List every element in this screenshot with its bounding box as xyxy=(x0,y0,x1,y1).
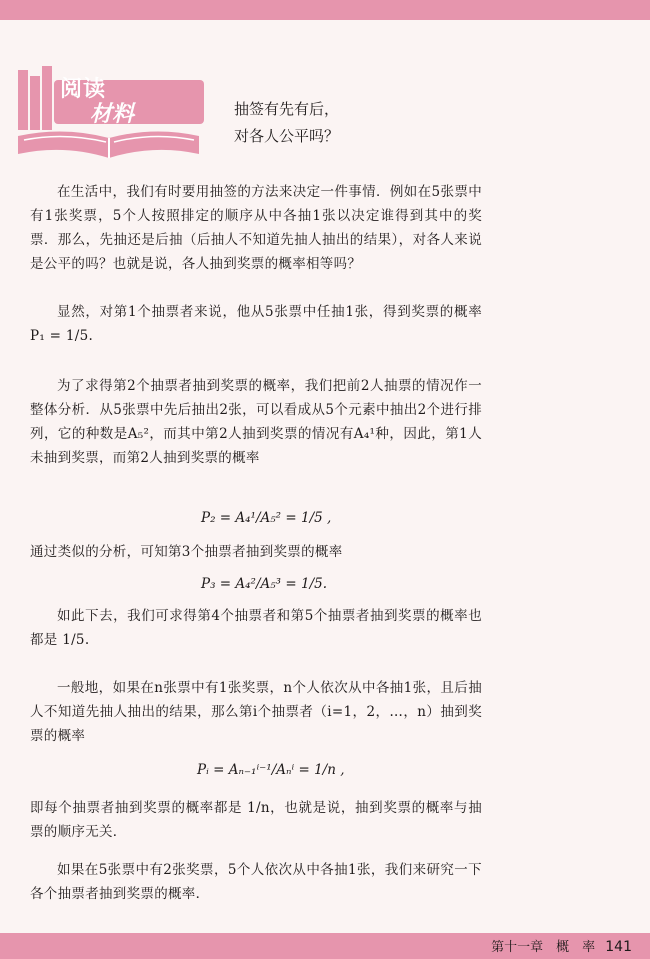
paragraph-2: 显然，对第1个抽票者来说，他从5张票中任抽1张，得到奖票的概率 P₁ = 1/5. xyxy=(30,304,482,344)
title-line-1: 抽签有先有后， xyxy=(234,100,340,118)
paragraph-4: 通过类似的分析，可知第3个抽票者抽到奖票的概率 xyxy=(30,544,343,560)
formula-p2: P₂ = A₄¹/A₅² = 1/5 , xyxy=(201,510,332,526)
paragraph-3: 为了求得第2个抽票者抽到奖票的概率，我们把前2人抽票的情况作一整体分析．从5张票中先后抽出2张，可以看成从5个元素中抽出2个进行排列，它的种数是A₅²，而其中第2人抽到奖票的情况有A₄¹种，因此，第1人未抽到奖票，而第2人抽到奖票的概率 xyxy=(30,378,482,466)
formula-p3: P₃ = A₄²/A₅³ = 1/5. xyxy=(201,576,327,592)
formula-pi: Pᵢ = Aₙ₋₁ⁱ⁻¹/Aₙⁱ = 1/n , xyxy=(197,762,345,778)
paragraph-6: 一般地，如果在n张票中有1张奖票，n个人依次从中各抽1张，且后抽人不知道先抽人抽出的结果，那么第i个抽票者（i=1，2，…，n）抽到奖票的概率 xyxy=(30,680,482,744)
paragraph-5: 如此下去，我们可求得第4个抽票者和第5个抽票者抽到奖票的概率也都是 1/5. xyxy=(30,608,482,648)
paragraph-7: 即每个抽票者抽到奖票的概率都是 1/n，也就是说，抽到奖票的概率与抽票的顺序无关． xyxy=(30,800,482,840)
section-title xyxy=(234,96,339,150)
page-footer xyxy=(491,936,632,955)
paragraph-1: 在生活中，我们有时要用抽签的方法来决定一件事情．例如在5张票中有1张奖票，5个人按照排定的顺序从中各抽1张以决定谁得到其中的奖票．那么，先抽还是后抽（后抽人不知道先抽人抽出的结果），对各人来说是公平的吗？也就是说，各人抽到奖票的概率相等吗？ xyxy=(30,184,482,272)
chapter-label: 第十一章 概 率 xyxy=(491,940,596,955)
paragraph-8: 如果在5张票中有2张奖票，5个人依次从中各抽1张，我们来研究一下各个抽票者抽到奖票的概率． xyxy=(30,862,482,902)
top-decoration-bar xyxy=(0,0,650,20)
page-number: 141 xyxy=(605,939,632,955)
logo-text-2: 材料 xyxy=(90,102,135,127)
logo-text-1: 阅读 xyxy=(60,77,107,102)
title-line-2: 对各人公平吗？ xyxy=(234,127,340,145)
